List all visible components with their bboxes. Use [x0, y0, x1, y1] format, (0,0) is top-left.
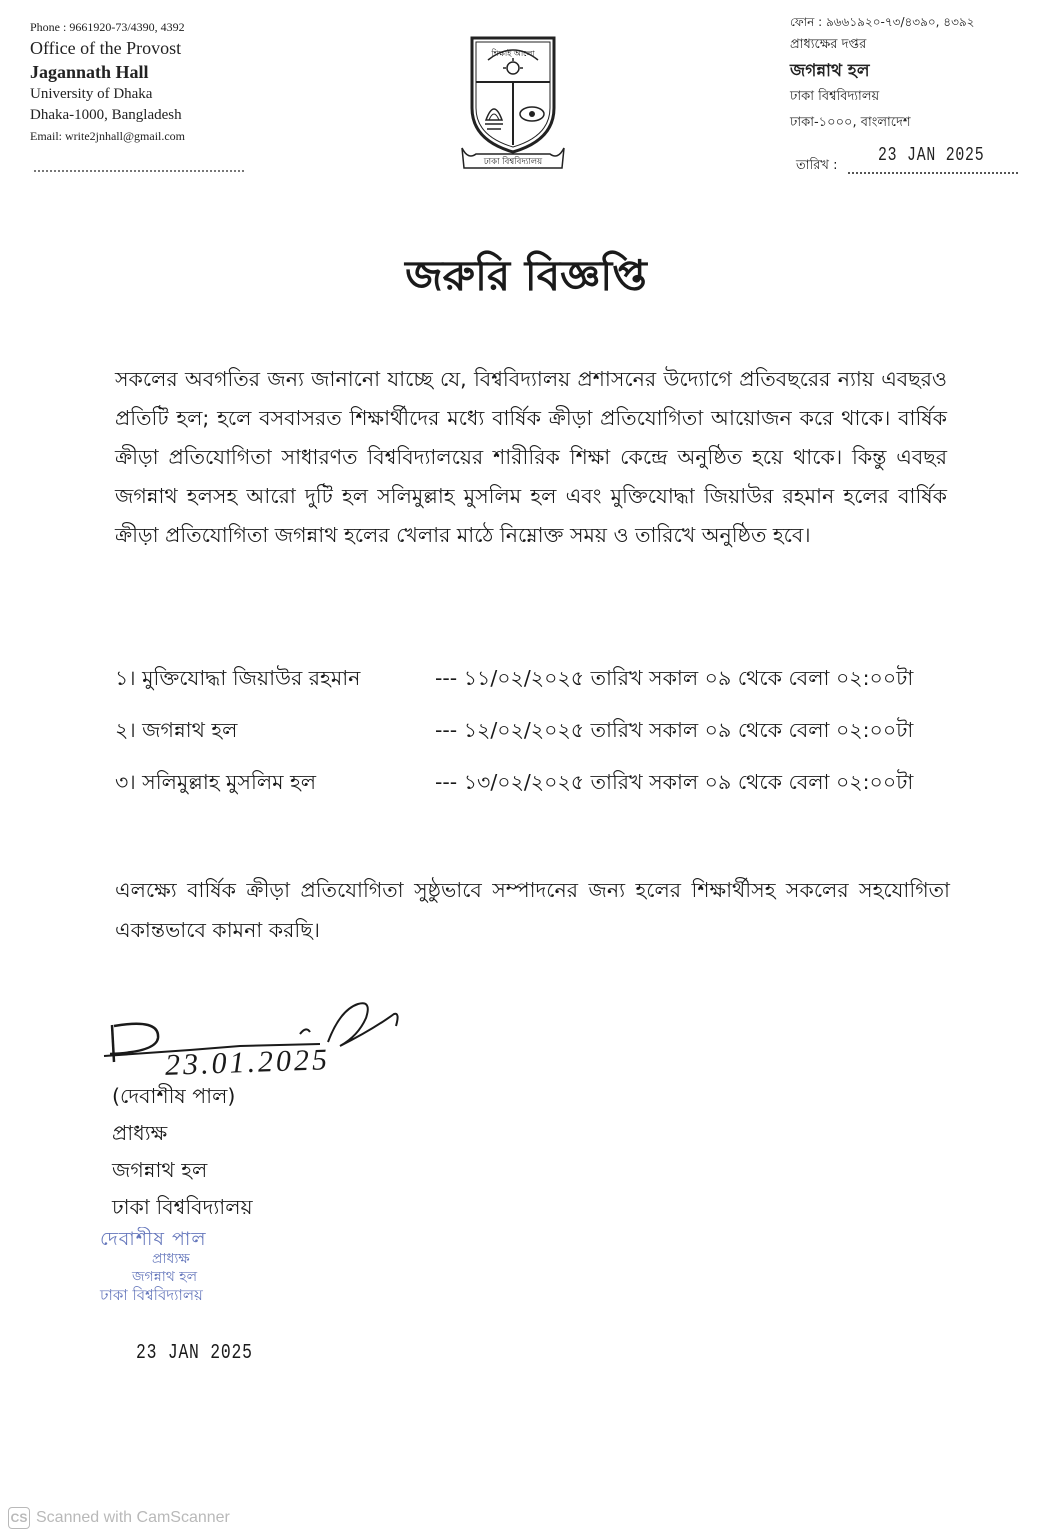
seal-name: দেবাশীষ পাল [100, 1228, 207, 1250]
schedule-date-time: --- ১২/০২/২০২৫ তারিখ সকাল ০৯ থেকে বেলা ০২:০০টা [435, 718, 914, 742]
official-seal-stamp [100, 1228, 207, 1304]
seal-university: ঢাকা বিশ্ববিদ্যালয় [100, 1286, 203, 1304]
crest-motto: শিক্ষাই আলো [491, 49, 535, 58]
date-dotted-line [848, 172, 1018, 174]
notice-title: জরুরি বিজ্ঞপ্তি [405, 251, 647, 300]
closing-paragraph: এলক্ষ্যে বার্ষিক ক্রীড়া প্রতিযোগিতা সুষ্ঠুভাবে সম্পাদনের জন্য হলের শিক্ষার্থীসহ সকলের সহযোগিতা একান্তভাবে কামনা করছি। [115, 878, 950, 942]
letterhead-email: Email: write2jnhall@gmail.com [30, 129, 186, 143]
letterhead-phone: Phone : 9661920-73/4390, 4392 [30, 20, 185, 34]
date-stamp: 23 JAN 2025 [878, 144, 985, 166]
seal-title: প্রাধ্যক্ষ [152, 1251, 190, 1267]
camscanner-watermark [8, 1505, 230, 1531]
schedule-item [115, 658, 955, 710]
camscanner-icon: CS [8, 1507, 30, 1529]
signatory-name: (দেবাশীষ পাল) [112, 1084, 236, 1108]
notice-body-paragraph: সকলের অবগতির জন্য জানানো যাচ্ছে যে, বিশ্ববিদ্যালয় প্রশাসনের উদ্যোগে প্রতিবছরের ন্যায় এবছরও প্রতিটি হল; হলে বসবাসরত শিক্ষার্থীদের মধ্যে বার্ষিক ক্রীড়া প্রতিযোগিতা আয়োজন করে থাকে। বার্ষিক ক্রীড়া প্রতিযোগিতা সাধারণত বিশ্ববিদ্যালয়ের শারীরিক শিক্ষা কেন্দ্রে অনুষ্ঠিত হয়ে থাকে। কিন্তু এবছর জগন্নাথ হলসহ আরো দুটি হল সলিমুল্লাহ মুসলিম হল এবং মুক্তিযোদ্ধা জিয়াউর রহমান হলের বার্ষিক ক্রীড়া প্রতিযোগিতা জগন্নাথ হলের খেলার মাঠে নিম্নোক্ত সময় ও তারিখে অনুষ্ঠিত হবে। [115, 367, 947, 547]
university-crest-logo [458, 30, 568, 170]
letterhead-office: Office of the Provost [30, 38, 182, 58]
schedule-hall-name: ১। মুক্তিযোদ্ধা জিয়াউর রহমান [115, 666, 361, 690]
date-label: তারিখ : [796, 158, 838, 173]
schedule-item [115, 710, 955, 762]
schedule-list [115, 658, 955, 814]
letterhead-bengali [790, 12, 1030, 136]
letterhead-bn-university: ঢাকা বিশ্ববিদ্যালয় [790, 89, 880, 104]
letterhead-bn-hall: জগন্নাথ হল [790, 61, 870, 81]
schedule-item [115, 762, 955, 814]
signatory-block [112, 1078, 253, 1226]
letterhead-hall: Jagannath Hall [30, 62, 149, 82]
schedule-date-time: --- ১৩/০২/২০২৫ তারিখ সকাল ০৯ থেকে বেলা ০২:০০টা [435, 770, 914, 794]
letterhead-bn-office: প্রাধ্যক্ষের দপ্তর [790, 37, 867, 52]
date-field [796, 146, 1026, 176]
seal-hall: জগন্নাথ হল [132, 1269, 198, 1285]
schedule-hall-name: ২। জগন্নাথ হল [115, 718, 238, 742]
signatory-hall: জগন্নাথ হল [112, 1158, 208, 1182]
letterhead-english [30, 18, 330, 146]
signature-date: 23.01.2025 [164, 1043, 331, 1082]
bottom-date-stamp: 23 JAN 2025 [136, 1342, 253, 1365]
crest-banner-text: ঢাকা বিশ্ববিদ্যালয় [483, 157, 543, 167]
camscanner-text: Scanned with CamScanner [36, 1509, 230, 1526]
schedule-hall-name: ৩। সলিমুল্লাহ মুসলিম হল [115, 770, 317, 794]
letterhead-city: Dhaka-1000, Bangladesh [30, 107, 182, 123]
letterhead-bn-city: ঢাকা-১০০০, বাংলাদেশ [790, 115, 911, 130]
signatory-title: প্রাধ্যক্ষ [112, 1121, 168, 1145]
letterhead-bn-phone: ফোন : ৯৬৬১৯২০-৭৩/৪৩৯০, ৪৩৯২ [790, 15, 975, 29]
letterhead-university: University of Dhaka [30, 86, 153, 102]
reference-dotted-line [34, 170, 244, 172]
schedule-date-time: --- ১১/০২/২০২৫ তারিখ সকাল ০৯ থেকে বেলা ০২:০০টা [435, 666, 914, 690]
signatory-university: ঢাকা বিশ্ববিদ্যালয় [112, 1195, 253, 1219]
